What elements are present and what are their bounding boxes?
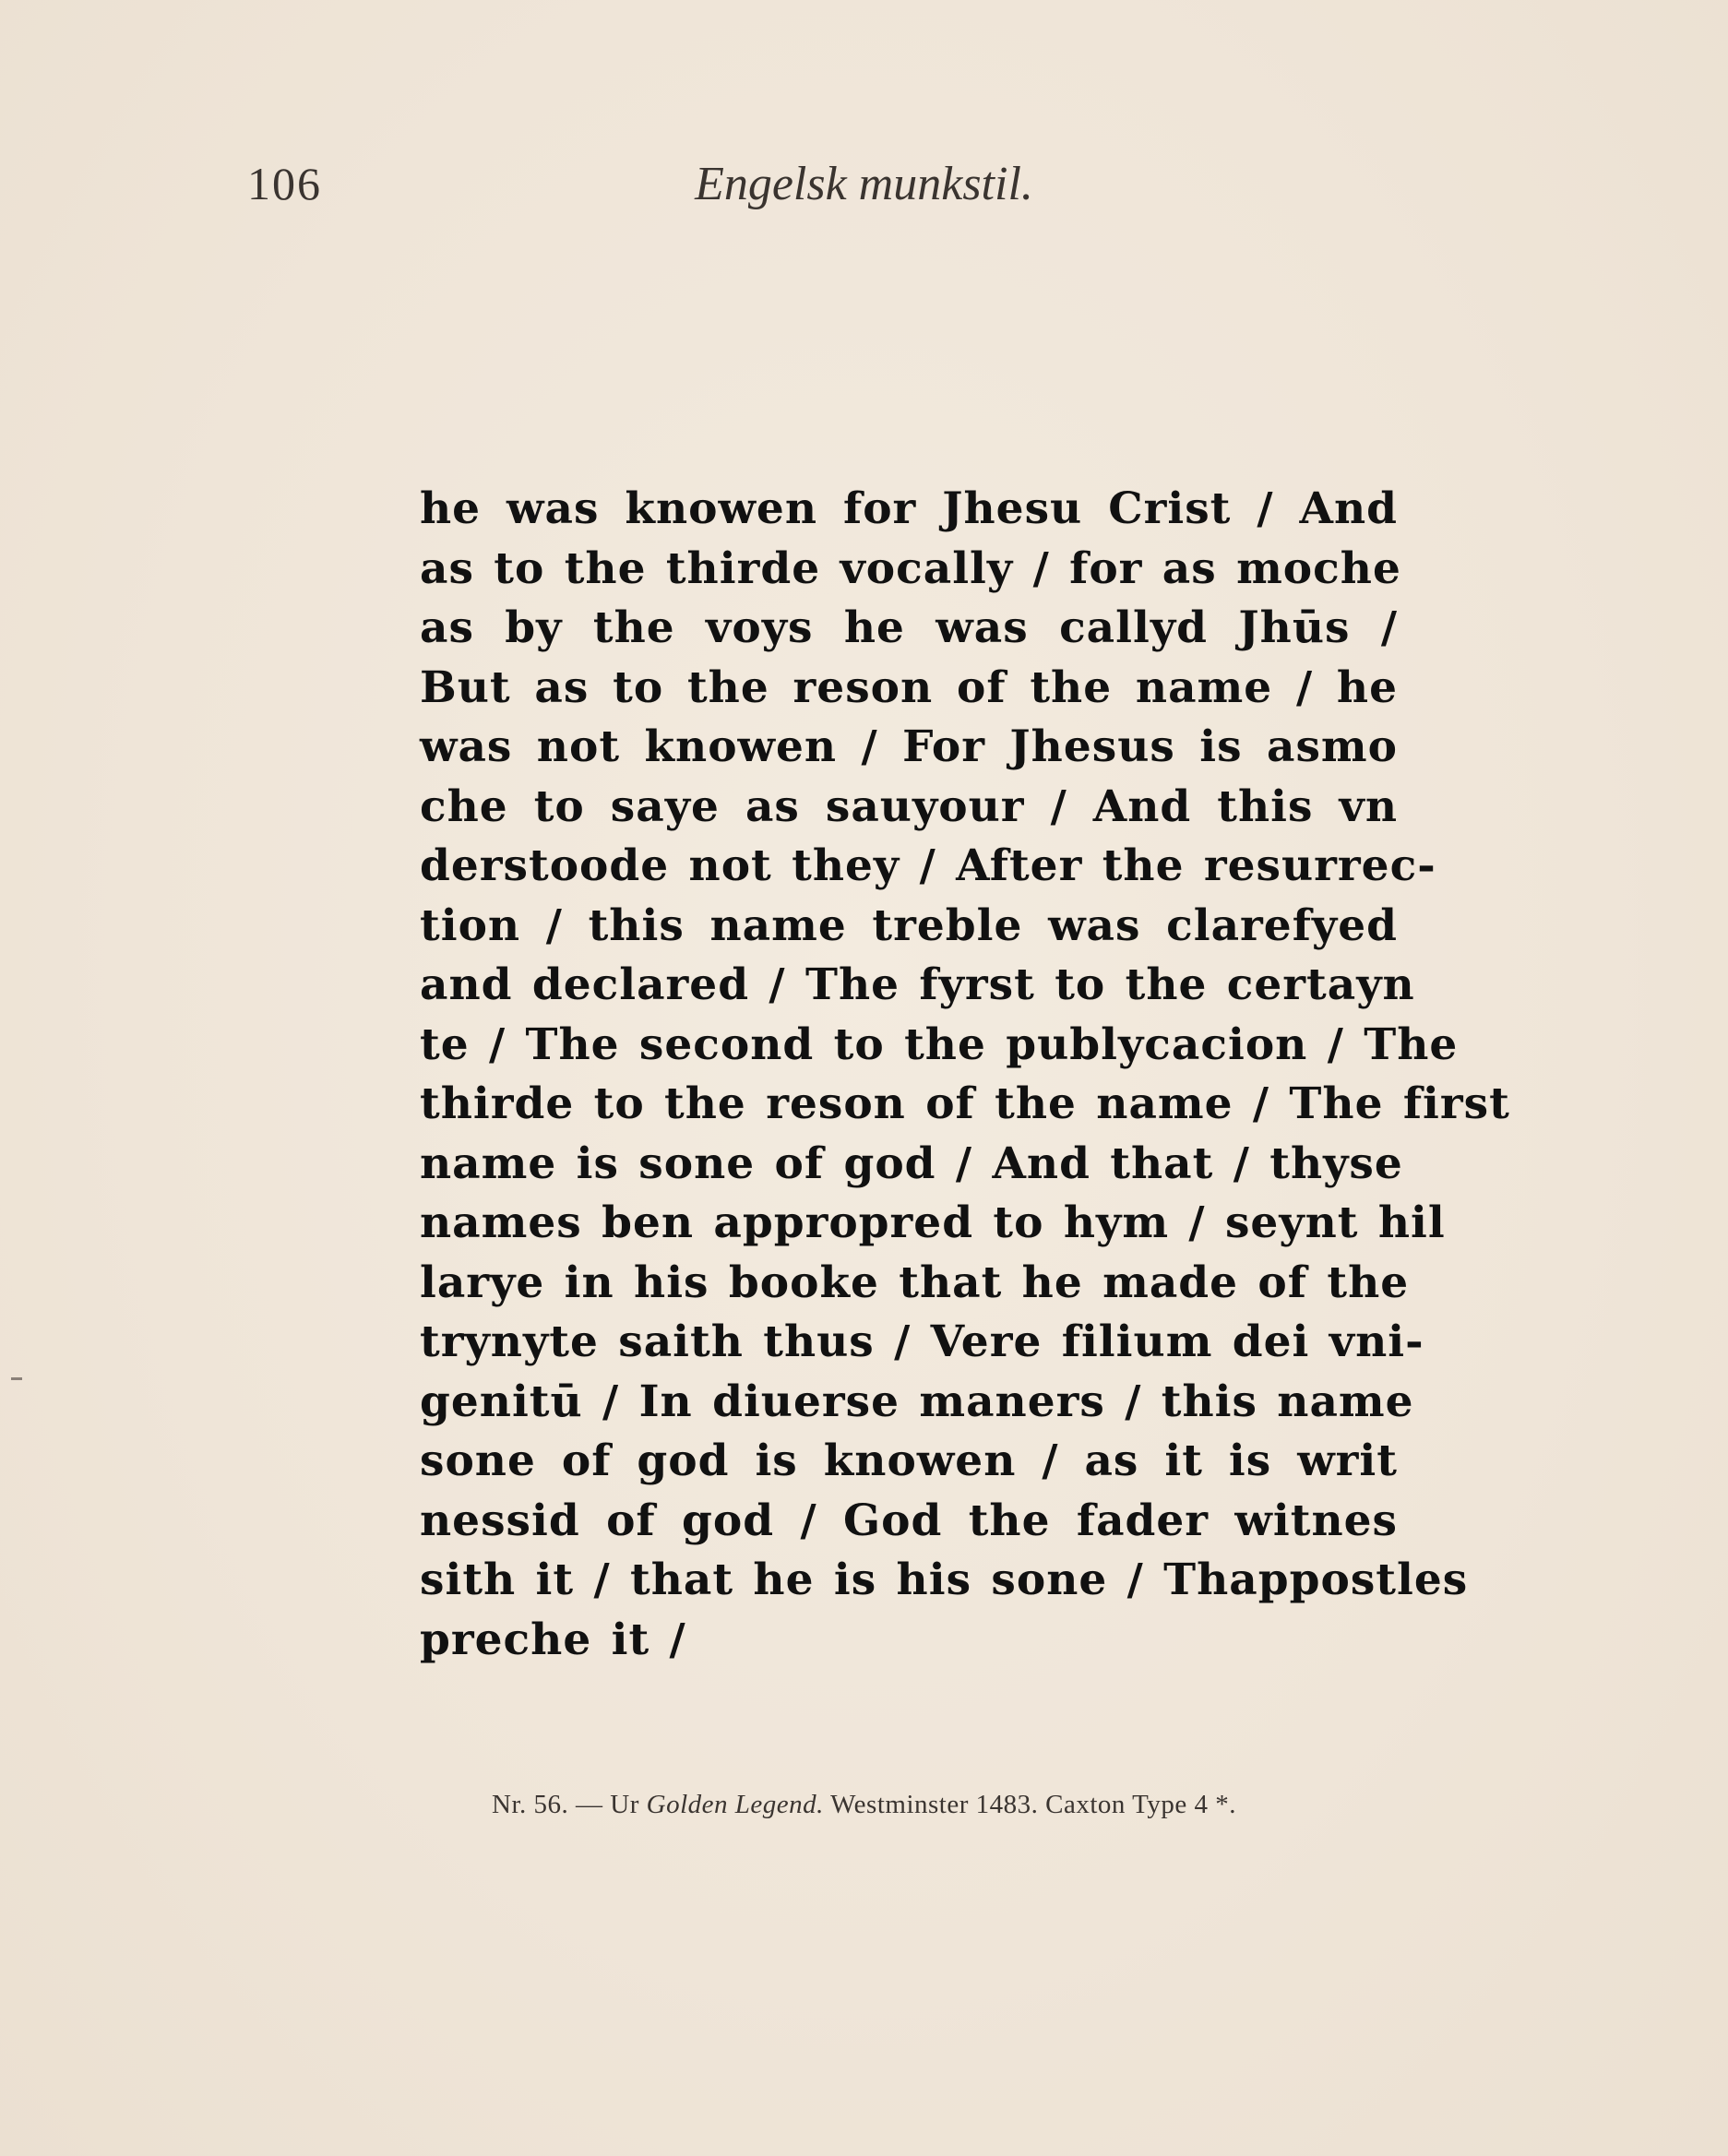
specimen-line: derstoode not they / After the resurrec-: [420, 840, 1436, 891]
specimen-line: and declared / The fyrst to the certayn: [420, 959, 1415, 1010]
specimen-line: genitū / In diuerse maners / this name: [420, 1376, 1414, 1427]
caption-prefix: Nr. 56. — Ur: [492, 1790, 647, 1819]
caption-source-title: Golden Legend.: [646, 1790, 824, 1819]
specimen-line: che to saye as sauyour / And this vn: [420, 780, 1398, 832]
specimen-line: he was knowen for Jhesu Crist / And: [420, 483, 1398, 534]
specimen-line: larye in his booke that he made of the: [420, 1257, 1410, 1308]
page-number: 106: [247, 158, 322, 209]
specimen-line: as to the thirde vocally / for as moche: [420, 542, 1401, 594]
specimen-line: sone of god is knowen / as it is writ: [420, 1435, 1398, 1486]
specimen-line: tion / this name treble was clarefyed: [420, 899, 1398, 951]
caption-suffix: Westminster 1483. Caxton Type 4 *.: [823, 1790, 1236, 1819]
specimen-line: But as to the reson of the name / he: [420, 661, 1398, 713]
specimen-line: sith it / that he is his sone / Thappostles: [420, 1554, 1469, 1605]
specimen-line: was not knowen / For Jhesus is asmo: [420, 721, 1398, 772]
specimen-line: as by the voys he was callyd Jhūs /: [420, 602, 1398, 653]
specimen-line: preche it /: [420, 1614, 686, 1665]
specimen-line: te / The second to the publycacion / The: [420, 1018, 1459, 1070]
margin-mark: [11, 1377, 22, 1380]
running-title: Engelsk munkstil.: [695, 158, 1033, 210]
specimen-line: thirde to the reson of the name / The first: [420, 1078, 1510, 1129]
specimen-line: names ben appropred to hym / seynt hil: [420, 1197, 1446, 1248]
figure-caption: [0, 1790, 1728, 1820]
specimen-line: name is sone of god / And that / thyse: [420, 1138, 1403, 1189]
specimen-line: trynyte saith thus / Vere filium dei vni-: [420, 1316, 1424, 1367]
specimen-line: nessid of god / God the fader witnes: [420, 1495, 1398, 1546]
blackletter-specimen: [420, 480, 1510, 1670]
